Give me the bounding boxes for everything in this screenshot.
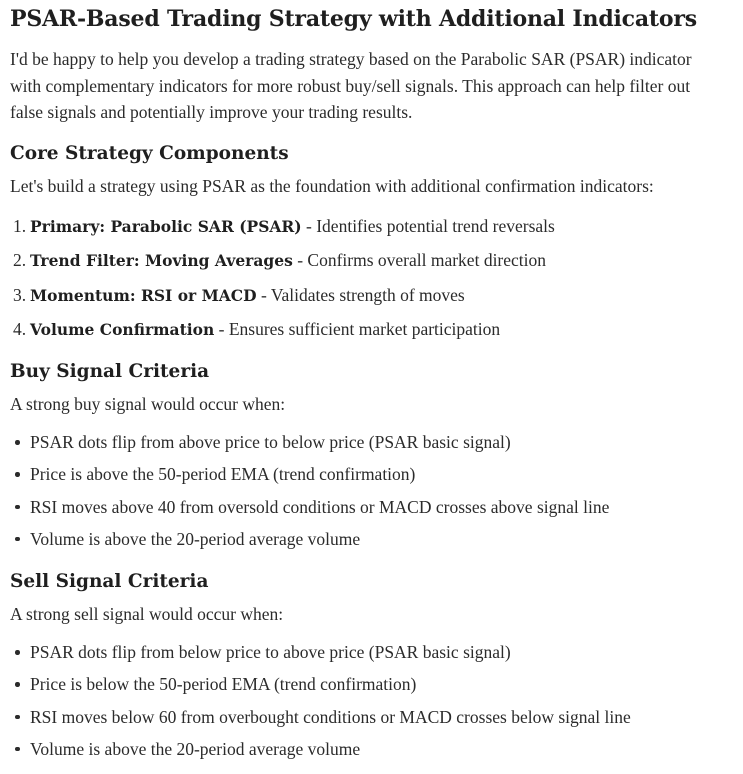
item-text: PSAR dots flip from below price to above price (PSAR basic signal) [30,642,511,662]
item-text: - Confirms overall market direction [292,250,547,271]
item-text: Price is above the 50-period EMA (trend confirmation) [30,464,416,485]
item-text: - Identifies potential trend reversals [301,216,555,236]
buy-list [10,430,735,559]
list-item [10,527,735,559]
list-item [10,248,735,282]
bullet-icon [15,472,20,477]
sell-list [10,640,735,769]
item-text: Volume is above the 20-period average volume [30,528,361,549]
item-text: PSAR dots flip from above price to below price (PSAR basic signal) [30,432,511,452]
list-item [10,462,735,494]
list-item [10,640,735,672]
item-title: Volume Confirmation [30,319,215,339]
bullet-icon [15,440,20,445]
list-item [10,672,735,704]
list-item [10,705,735,737]
item-text: Price is below the 50-period EMA (trend confirmation) [30,674,417,695]
item-text: RSI moves above 40 from oversold conditions or MACD crosses above signal line [30,496,610,517]
list-item [10,317,735,351]
core-list [10,214,735,351]
bullet-icon [15,747,20,752]
list-number: 2. [13,250,27,271]
core-heading: Core Strategy Components [10,143,289,164]
bullet-icon [15,505,20,510]
item-title: Momentum: RSI or MACD [30,285,257,305]
list-number: 4. [13,318,27,339]
list-item [10,430,735,462]
bullet-icon [15,537,20,542]
list-number: 3. [13,284,27,305]
item-text: RSI moves below 60 from overbought conditions or MACD crosses below signal line [30,706,631,727]
item-text: - Ensures sufficient market participation [214,318,501,339]
intro-paragraph: I'd be happy to help you develop a trading strategy based on the Parabolic SAR (PSAR) indicator with complementary indicators for more robust buy/sell signals. This approach can help filter out false signals and potentially improve your trading results. [10,49,692,122]
bullet-icon [15,650,20,655]
item-text: Volume is above the 20-period average volume [30,738,361,759]
core-lead: Let's build a strategy using PSAR as the foundation with additional confirmation indicators: [10,176,654,196]
list-item [10,283,735,317]
item-title: Trend Filter: Moving Averages [30,251,293,271]
list-item [10,737,735,769]
list-item [10,495,735,527]
bullet-icon [15,682,20,687]
buy-heading: Buy Signal Criteria [10,361,210,382]
sell-heading: Sell Signal Criteria [10,571,209,592]
bullet-icon [15,715,20,720]
item-text: - Validates strength of moves [256,284,465,305]
list-number: 1. [13,216,27,236]
page-title: PSAR-Based Trading Strategy with Additional Indicators [10,6,697,32]
list-item [10,214,735,248]
sell-lead: A strong sell signal would occur when: [10,604,284,624]
item-title: Primary: Parabolic SAR (PSAR) [30,217,302,236]
buy-lead: A strong buy signal would occur when: [10,394,286,414]
